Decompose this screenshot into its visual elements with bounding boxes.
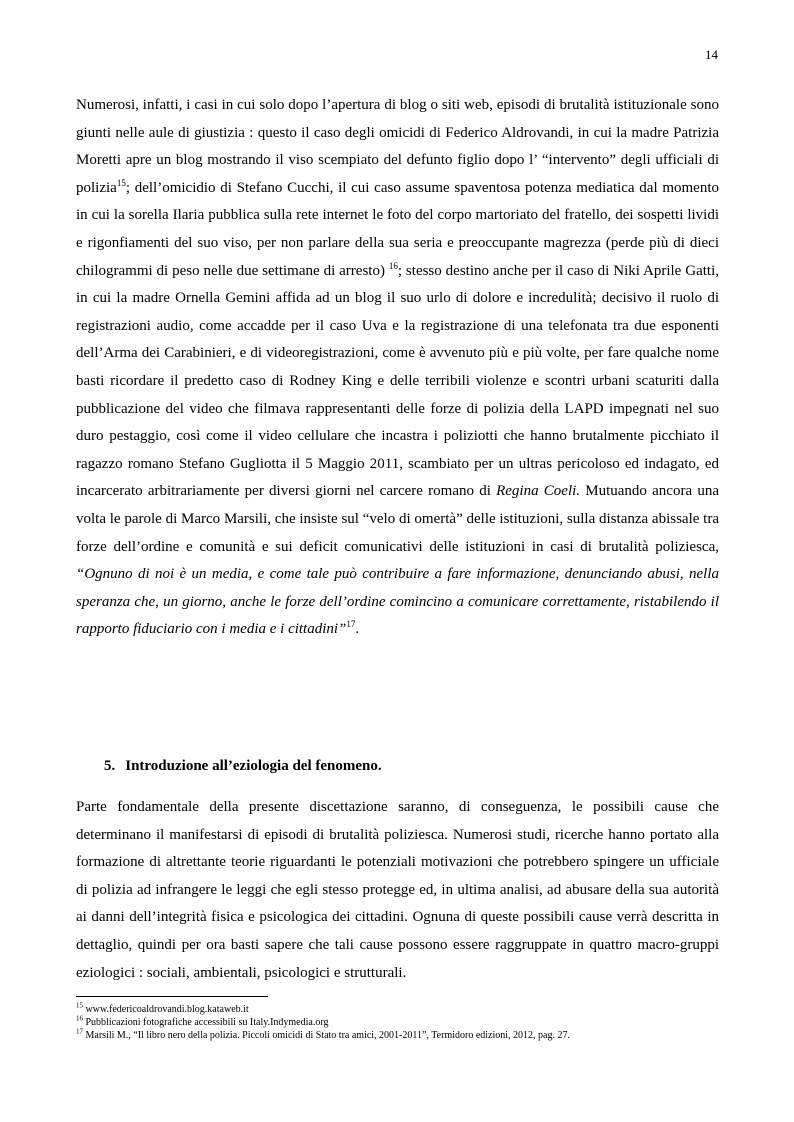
para1-text-3: ; stesso destino anche per il caso di Niki Aprile Gatti, in cui la madre Ornella Gemini affida ad un blog il suo urlo di dolore e incredulità; decisivo il ruolo di registrazioni audio, come accadde per il caso Uva e la registrazione di una telefonata tra due esponenti dell’Arma dei Carabinieri, e di videoregistrazioni, come è avvenuto più e più volte, per fare qualche nome basti ricordare il predetto caso di Rodney King e delle terribili violenze e scontri urbani scaturiti dalla pubblicazione del video che filmava rappresentanti delle forze di polizia della LAPD impegnati nel suo duro pestaggio, così come il video cellulare che incastra i poliziotti che hanno brutalmente picchiato il ragazzo romano Stefano Gugliotta il 5 Maggio 2011, scambiato per un ultras pericoloso ed indagato, ed incarcerato arbitrariamente per diversi giorni nel carcere romano di bbox=[76, 262, 719, 500]
body-paragraph-1 bbox=[76, 92, 719, 644]
footnote-ref-17[interactable]: 17 bbox=[346, 619, 356, 630]
footnotes bbox=[76, 1003, 719, 1042]
page-number: 14 bbox=[705, 47, 718, 62]
footnote-number: 15 bbox=[76, 1001, 83, 1010]
para1-text-1: Numerosi, infatti, i casi in cui solo dopo l’apertura di blog o siti web, episodi di brutalità istituzionale sono giunti nelle aule di giustizia : questo il caso degli omicidi di Federico Aldrovandi, in cui la madre Patrizia Moretti apre un blog mostrando il viso scempiato del defunto figlio dopo l’ “intervento” degli ufficiali di polizia bbox=[76, 97, 719, 196]
footnote-ref-16[interactable]: 16 bbox=[388, 260, 398, 271]
footnote-number: 16 bbox=[76, 1014, 83, 1023]
footnote-17 bbox=[76, 1029, 719, 1042]
section-number: 5. bbox=[104, 758, 116, 774]
section-title: Introduzione all’eziologia del fenomeno. bbox=[125, 758, 382, 774]
para1-regina-coeli: Regina Coeli. bbox=[496, 483, 581, 500]
footnote-text: Pubblicazioni fotografiche accessibili su Italy.Indymedia.org bbox=[85, 1017, 329, 1028]
footnote-text[interactable]: www.federicoaldrovandi.blog.kataweb.it bbox=[85, 1004, 249, 1015]
body-paragraph-2: Parte fondamentale della presente discettazione saranno, di conseguenza, le possibili cause che determinano il manifestarsi di episodi di brutalità poliziesca. Numerosi studi, ricerche hanno portato alla formazione di altrettante teorie riguardanti le potenziali motivazioni che potrebbero spingere un ufficiale di polizia ad infrangere le leggi che egli stesso protegge ed, in ultima analisi, ad abusare della sua autorità ai danni dell’integrità fisica e psicologica dei cittadini. Ognuna di queste possibili cause verrà descritta in dettaglio, quindi per ora basti sapere che tali cause possono essere raggruppate in quattro macro-gruppi eziologici : sociali, ambientali, psicologici e strutturali. bbox=[76, 799, 719, 981]
para1-text-4: Mutuando ancora una volta le parole di Marco Marsili, che insiste sul “velo di omertà” delle istituzioni, sulla distanza abissale tra forze dell’ordine e comunità e sui deficit comunicativi delle istituzioni in casi di brutalità poliziesca, bbox=[76, 483, 719, 555]
footnote-ref-15[interactable]: 15 bbox=[116, 177, 126, 188]
para1-quote: “Ognuno di noi è un media, e come tale può contribuire a fare informazione, denunciando abusi, nella speranza che, un giorno, anche le forze dell’ordine comincino a comunicare correttamente, ristabilendo il rapporto fiduciario con i media e i cittadini” bbox=[76, 566, 719, 638]
footnote-16 bbox=[76, 1016, 719, 1029]
para1-end: . bbox=[355, 621, 360, 638]
section-heading bbox=[104, 758, 382, 775]
para1-text-2: ; dell’omicidio di Stefano Cucchi, il cui caso assume spaventosa potenza mediatica dal momento in cui la sorella Ilaria pubblica sulla rete internet le foto del corpo martoriato del fratello, dei sospetti lividi e rigonfiamenti del suo viso, per non parlare della sua seria e preoccupante magrezza (perde più di dieci chilogrammi di peso nelle due settimane di arresto) bbox=[76, 179, 719, 279]
footnote-15 bbox=[76, 1003, 719, 1016]
footnote-text: Marsili M., “Il libro nero della polizia. Piccoli omicidi di Stato tra amici, 2001-2011”, Termidoro edizioni, 2012, pag. 27. bbox=[85, 1030, 570, 1041]
footnote-separator bbox=[76, 996, 268, 997]
footnote-number: 17 bbox=[76, 1027, 83, 1036]
